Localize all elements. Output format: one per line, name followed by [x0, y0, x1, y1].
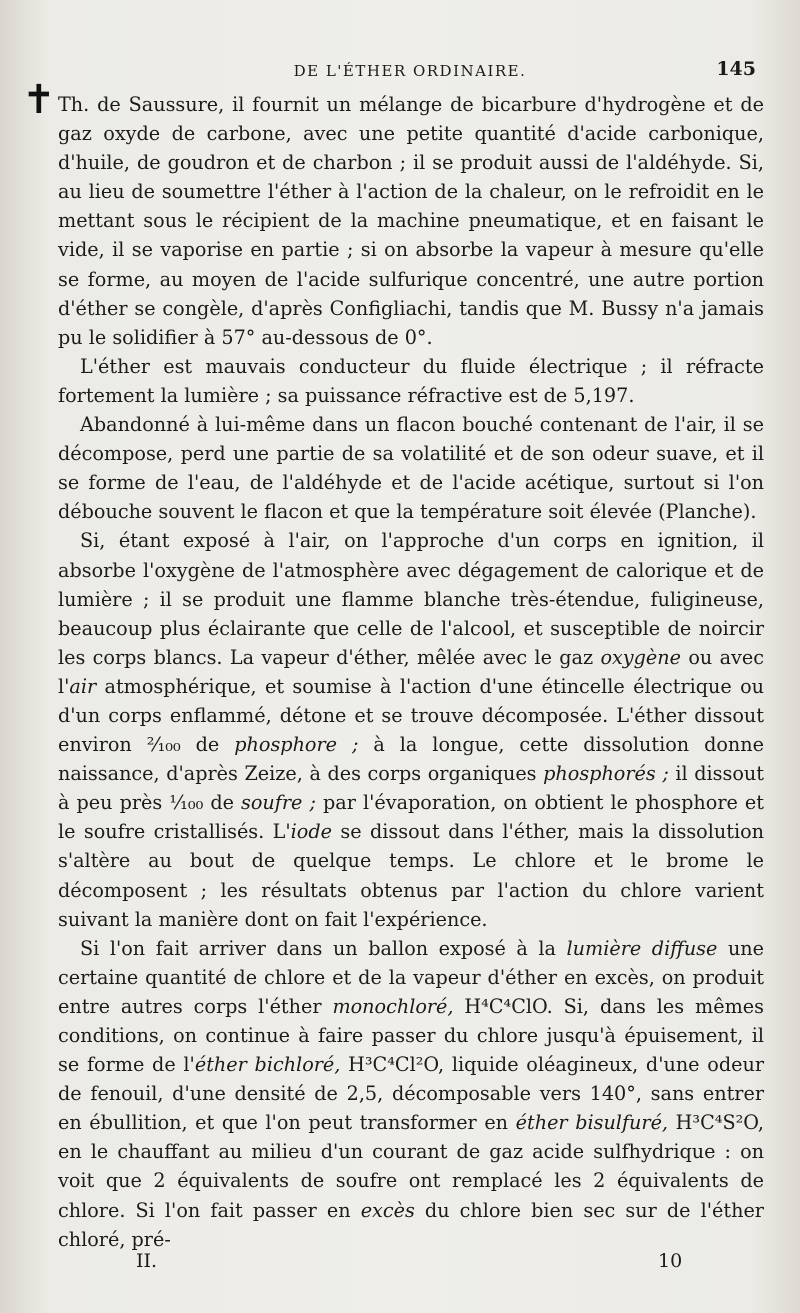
text-run: L'éther est mauvais conducteur du fluide électrique ; il réfracte fortement la lumière ; sa puissance réfractive est de 5,197.: [58, 354, 764, 407]
text-run: atmosphérique, et soumise à l'action d'une étincelle électrique ou d'un corps enflammé, détone et se trouve décomposée. L'éther dissout environ ²⁄₁₀₀ de: [58, 674, 764, 757]
italic-text: monochloré,: [332, 994, 454, 1018]
page-footer: [60, 1250, 760, 1278]
text-run: H⁴C⁴ClO. Si, dans les mêmes conditions, on continue à faire passer du chlore jusqu'à épuisement, il se forme de l': [58, 994, 764, 1077]
running-title: DE L'ÉTHER ORDINAIRE.: [293, 62, 527, 80]
paragraph: [58, 90, 764, 352]
italic-text: oxygène: [600, 645, 682, 669]
italic-text: excès: [360, 1198, 415, 1222]
italic-text: éther bichloré,: [194, 1053, 341, 1077]
text-run: il dissout à peu près ¹⁄₁₀₀ de: [58, 762, 764, 815]
text-run: du chlore bien sec sur de l'éther chloré, pré-: [58, 1198, 764, 1251]
text-run: Abandonné à lui-même dans un flacon bouché contenant de l'air, il se décompose, perd une partie de sa volatilité et de son odeur suave, et il se forme de l'eau, de l'aldéhyde et de l'acide acétique, surtout si l'on débouche souvent le flacon et que la température soit élevée (Planche).: [58, 413, 764, 524]
text-run: H³C⁴S²O, en le chauffant au milieu d'un courant de gaz acide sulfhydrique : on voit que 2 équivalents de soufre ont remplacé les 2 équivalents de chlore. Si l'on fait passer en: [58, 1111, 764, 1222]
italic-text: iode: [290, 820, 332, 844]
paragraph: [58, 352, 764, 410]
signature-mark: II.: [136, 1250, 158, 1272]
body-text: [58, 90, 764, 1254]
italic-text: soufre ;: [241, 791, 316, 815]
italic-text: éther bisulfuré,: [515, 1111, 669, 1135]
text-run: à la longue, cette dissolution donne naissance, d'après Zeize, à des corps organiques: [58, 733, 765, 786]
text-run: par l'évaporation, on obtient le phosphore et le soufre cristallisés. L': [58, 791, 764, 844]
sheet-number: 10: [658, 1250, 683, 1272]
paragraph: [58, 934, 764, 1254]
italic-text: lumière diffuse: [566, 936, 718, 960]
paragraph: [58, 526, 764, 933]
text-run: Th. de Saussure, il fournit un mélange de bicarbure d'hydrogène et de gaz oxyde de carbone, avec une petite quantité d'acide carbonique, d'huile, de goudron et de charbon ; il se produit aussi de l'aldéhyde. Si, au lieu de soumettre l'éther à l'action de la chaleur, on le refroidit en le mettant sous le récipient de la machine pneumatique, et en faisant le vide, il se vaporise en partie ; si on absorbe la vapeur à mesure qu'elle se forme, au moyen de l'acide sulfurique concentré, une autre portion d'éther se congèle, d'après Configliachi, tandis que M. Bussy n'a jamais pu le solidifier à 57° au-dessous de 0°.: [58, 93, 764, 349]
page-header: [60, 58, 760, 86]
italic-text: phosphore ;: [234, 733, 359, 757]
paragraph: [58, 410, 764, 526]
text-run: Si l'on fait arriver dans un ballon exposé à la: [80, 936, 567, 960]
text-run: ou avec l': [58, 645, 764, 698]
text-run: H³C⁴Cl²O, liquide oléagineux, d'une odeur de fenouil, d'une densité de 2,5, décomposable vers 140°, sans entrer en ébullition, et que l'on peut transformer en: [58, 1053, 764, 1135]
text-run: se dissout dans l'éther, mais la dissolution s'altère au bout de quelque temps. Le chlore et le brome le décomposent ; les résultats obtenus par l'action du chlore varient suivant la manière dont on fait l'expérience.: [58, 820, 764, 931]
italic-text: air: [69, 674, 97, 698]
italic-text: phosphorés ;: [543, 762, 669, 786]
text-run: Si, étant exposé à l'air, on l'approche d'un corps en ignition, il absorbe l'oxygène de l'atmosphère avec dégagement de calorique et de lumière ; il se produit une flamme blanche très-étendue, fuligineuse, beaucoup plus éclairante que celle de l'alcool, et susceptible de noircir les corps blancs. La vapeur d'éther, mêlée avec le gaz: [58, 529, 764, 669]
text-run: une certaine quantité de chlore et de la vapeur d'éther en excès, on produit entre autres corps l'éther: [58, 936, 765, 1018]
margin-cross-mark: ✝: [22, 77, 56, 123]
page-number: 145: [716, 58, 756, 80]
